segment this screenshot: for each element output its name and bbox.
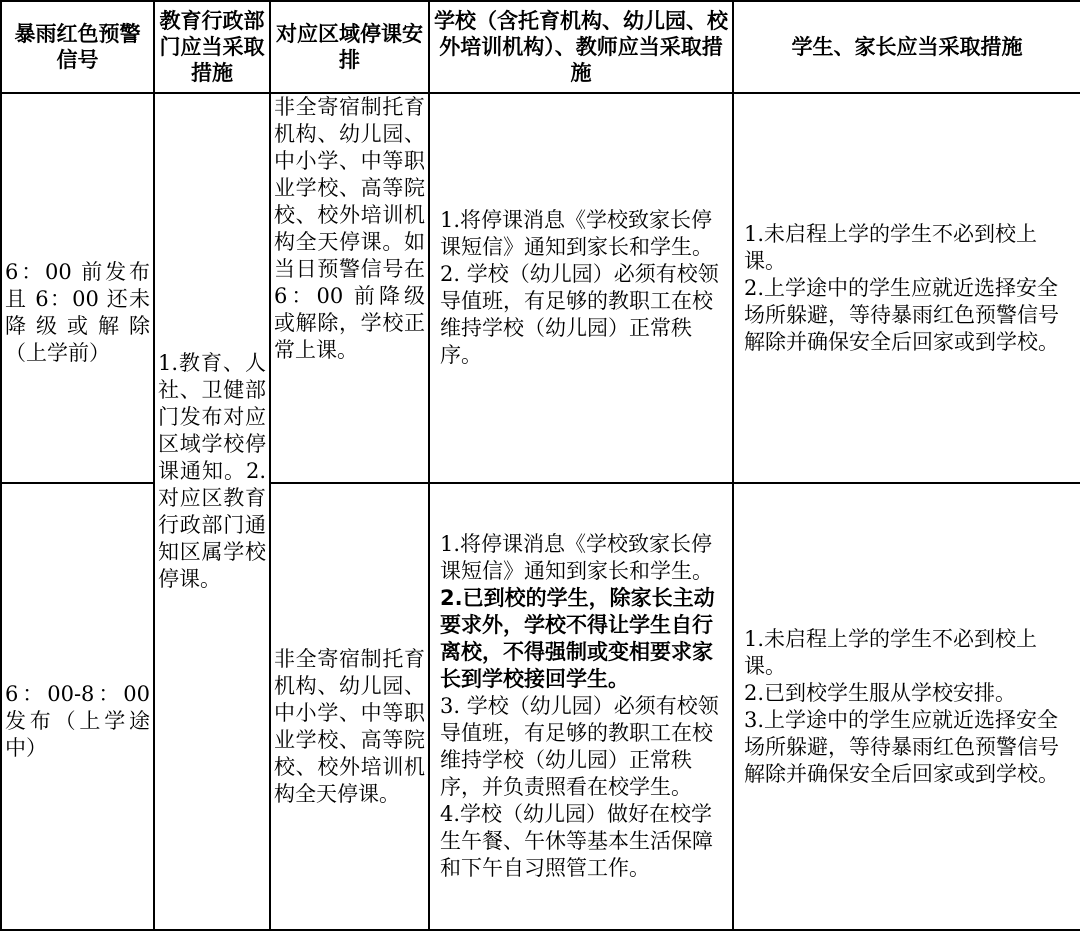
student-measures-cell <box>733 483 1080 930</box>
signal-cell: 6：00 前发布且 6：00 还未降级或解除（上学前） <box>1 93 154 483</box>
school-measure-item: 1.将停课消息《学校致家长停课短信》通知到家长和学生。 <box>440 532 713 583</box>
school-measure-item: 1.将停课消息《学校致家长停课短信》通知到家长和学生。 <box>440 208 713 259</box>
header-edu-dept: 教育行政部门应当采取措施 <box>154 1 270 93</box>
school-measures-cell <box>429 483 733 930</box>
school-measure-item: 4.学校（幼儿园）做好在校学生午餐、午休等基本生活保障和下午自习照管工作。 <box>440 802 713 880</box>
table-row <box>1 93 1080 483</box>
header-school: 学校（含托育机构、幼儿园、校外培训机构）、教师应当采取措施 <box>429 1 733 93</box>
header-signal: 暴雨红色预警信号 <box>1 1 154 93</box>
school-measure-item: 2. 学校（幼儿园）必须有校领导值班，有足够的教职工在校维持学校（幼儿园）正常秩序。 <box>440 262 719 367</box>
signal-cell: 6：00-8：00 发布（上学途中） <box>1 483 154 930</box>
student-measures-cell <box>733 93 1080 483</box>
student-measure-item: 1.未启程上学的学生不必到校上课。 <box>744 626 1038 678</box>
school-measure-item-bold: 2.已到校的学生，除家长主动要求外，学校不得让学生自行离校，不得强制或变相要求家长到学校接回学生。 <box>440 586 715 691</box>
header-district: 对应区域停课安排 <box>270 1 429 93</box>
header-row <box>1 1 1080 93</box>
school-measure-item: 3. 学校（幼儿园）必须有校领导值班，有足够的教职工在校维持学校（幼儿园）正常秩序，并负责照看在校学生。 <box>440 694 719 799</box>
school-measures-cell <box>429 93 733 483</box>
student-measure-item: 1.未启程上学的学生不必到校上课。 <box>744 221 1038 273</box>
header-student: 学生、家长应当采取措施 <box>733 1 1080 93</box>
district-cell: 非全寄宿制托育机构、幼儿园、中小学、中等职业学校、高等院校、校外培训机构全天停课。 <box>270 483 429 930</box>
edu-dept-measures-cell: 1.教育、人社、卫健部门发布对应区域学校停课通知。2.对应区教育行政部门通知区属学校停课。 <box>154 93 270 930</box>
student-measure-item: 2.上学途中的学生应就近选择安全场所躲避，等待暴雨红色预警信号解除并确保安全后回家或到学校。 <box>744 275 1059 354</box>
student-measure-item: 3.上学途中的学生应就近选择安全场所躲避，等待暴雨红色预警信号解除并确保安全后回家或到学校。 <box>744 707 1059 786</box>
district-cell: 非全寄宿制托育机构、幼儿园、中小学、中等职业学校、高等院校、校外培训机构全天停课。如当日预警信号在 6：00 前降级或解除，学校正常上课。 <box>270 93 429 483</box>
student-measure-item: 2.已到校学生服从学校安排。 <box>744 680 1017 705</box>
